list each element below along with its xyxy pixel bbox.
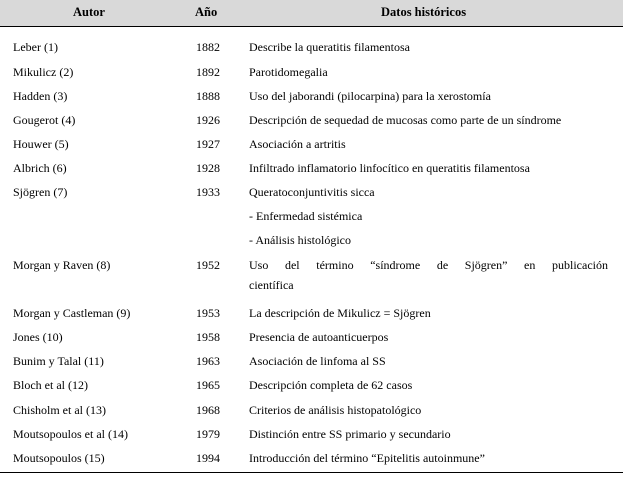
row-author: Jones (10) xyxy=(13,330,63,344)
row-description-line: Queratoconjuntivitis sicca xyxy=(249,185,375,199)
header-data: Datos históricos xyxy=(381,5,467,19)
row-year: 1994 xyxy=(196,451,220,465)
row-description-line: La descripción de Mikulicz = Sjögren xyxy=(249,306,431,320)
row-year: 1928 xyxy=(196,161,220,175)
row-author: Morgan y Castleman (9) xyxy=(13,306,131,320)
row-year: 1933 xyxy=(196,185,220,199)
row-year: 1892 xyxy=(196,65,220,79)
bottom-rule xyxy=(0,472,623,473)
row-year: 1888 xyxy=(196,89,220,103)
row-description-line: Asociación a artritis xyxy=(249,137,346,151)
row-author: Moutsopoulos (15) xyxy=(13,451,105,465)
row-description-line: Distinción entre SS primario y secundario xyxy=(249,427,451,441)
header-year: Año xyxy=(195,5,218,19)
row-description-line: Infiltrado inflamatorio linfocítico en queratitis filamentosa xyxy=(249,161,530,175)
row-description-line: Describe la queratitis filamentosa xyxy=(249,40,410,54)
row-author: Mikulicz (2) xyxy=(13,65,74,79)
row-author: Gougerot (4) xyxy=(13,113,76,127)
row-author: Chisholm et al (13) xyxy=(13,403,106,417)
row-year: 1965 xyxy=(196,378,220,392)
row-author: Bunim y Talal (11) xyxy=(13,354,104,368)
row-year: 1952 xyxy=(196,258,220,272)
row-description-line: - Análisis histológico xyxy=(249,233,351,247)
header-rule xyxy=(0,26,623,27)
row-year: 1926 xyxy=(196,113,220,127)
row-description-line: científica xyxy=(249,278,294,292)
row-description-line: - Enfermedad sistémica xyxy=(249,209,363,223)
row-author: Albrich (6) xyxy=(13,161,67,175)
row-author: Bloch et al (12) xyxy=(13,378,88,392)
header-author: Autor xyxy=(73,5,105,19)
row-description-line: Introducción del término “Epitelitis autoinmune” xyxy=(249,451,485,465)
row-year: 1958 xyxy=(196,330,220,344)
row-author: Houwer (5) xyxy=(13,137,69,151)
row-year: 1927 xyxy=(196,137,220,151)
row-author: Morgan y Raven (8) xyxy=(13,258,111,272)
row-year: 1979 xyxy=(196,427,220,441)
row-year: 1882 xyxy=(196,40,220,54)
row-description-line: Parotidomegalia xyxy=(249,65,328,79)
row-author: Leber (1) xyxy=(13,40,58,54)
row-description-line: Uso del término “síndrome de Sjögren” en publicación xyxy=(249,258,608,272)
row-description-line: Criterios de análisis histopatológico xyxy=(249,403,422,417)
row-year: 1968 xyxy=(196,403,220,417)
row-year: 1963 xyxy=(196,354,220,368)
row-description-line: Descripción de sequedad de mucosas como parte de un síndrome xyxy=(249,113,562,127)
row-author: Moutsopoulos et al (14) xyxy=(13,427,128,441)
row-author: Sjögren (7) xyxy=(13,185,68,199)
row-year: 1953 xyxy=(196,306,220,320)
row-description-line: Descripción completa de 62 casos xyxy=(249,378,413,392)
row-author: Hadden (3) xyxy=(13,89,68,103)
row-description-line: Presencia de autoanticuerpos xyxy=(249,330,389,344)
row-description-line: Asociación de linfoma al SS xyxy=(249,354,386,368)
table-header xyxy=(0,0,623,26)
row-description-line: Uso del jaborandi (pilocarpina) para la xerostomía xyxy=(249,89,491,103)
